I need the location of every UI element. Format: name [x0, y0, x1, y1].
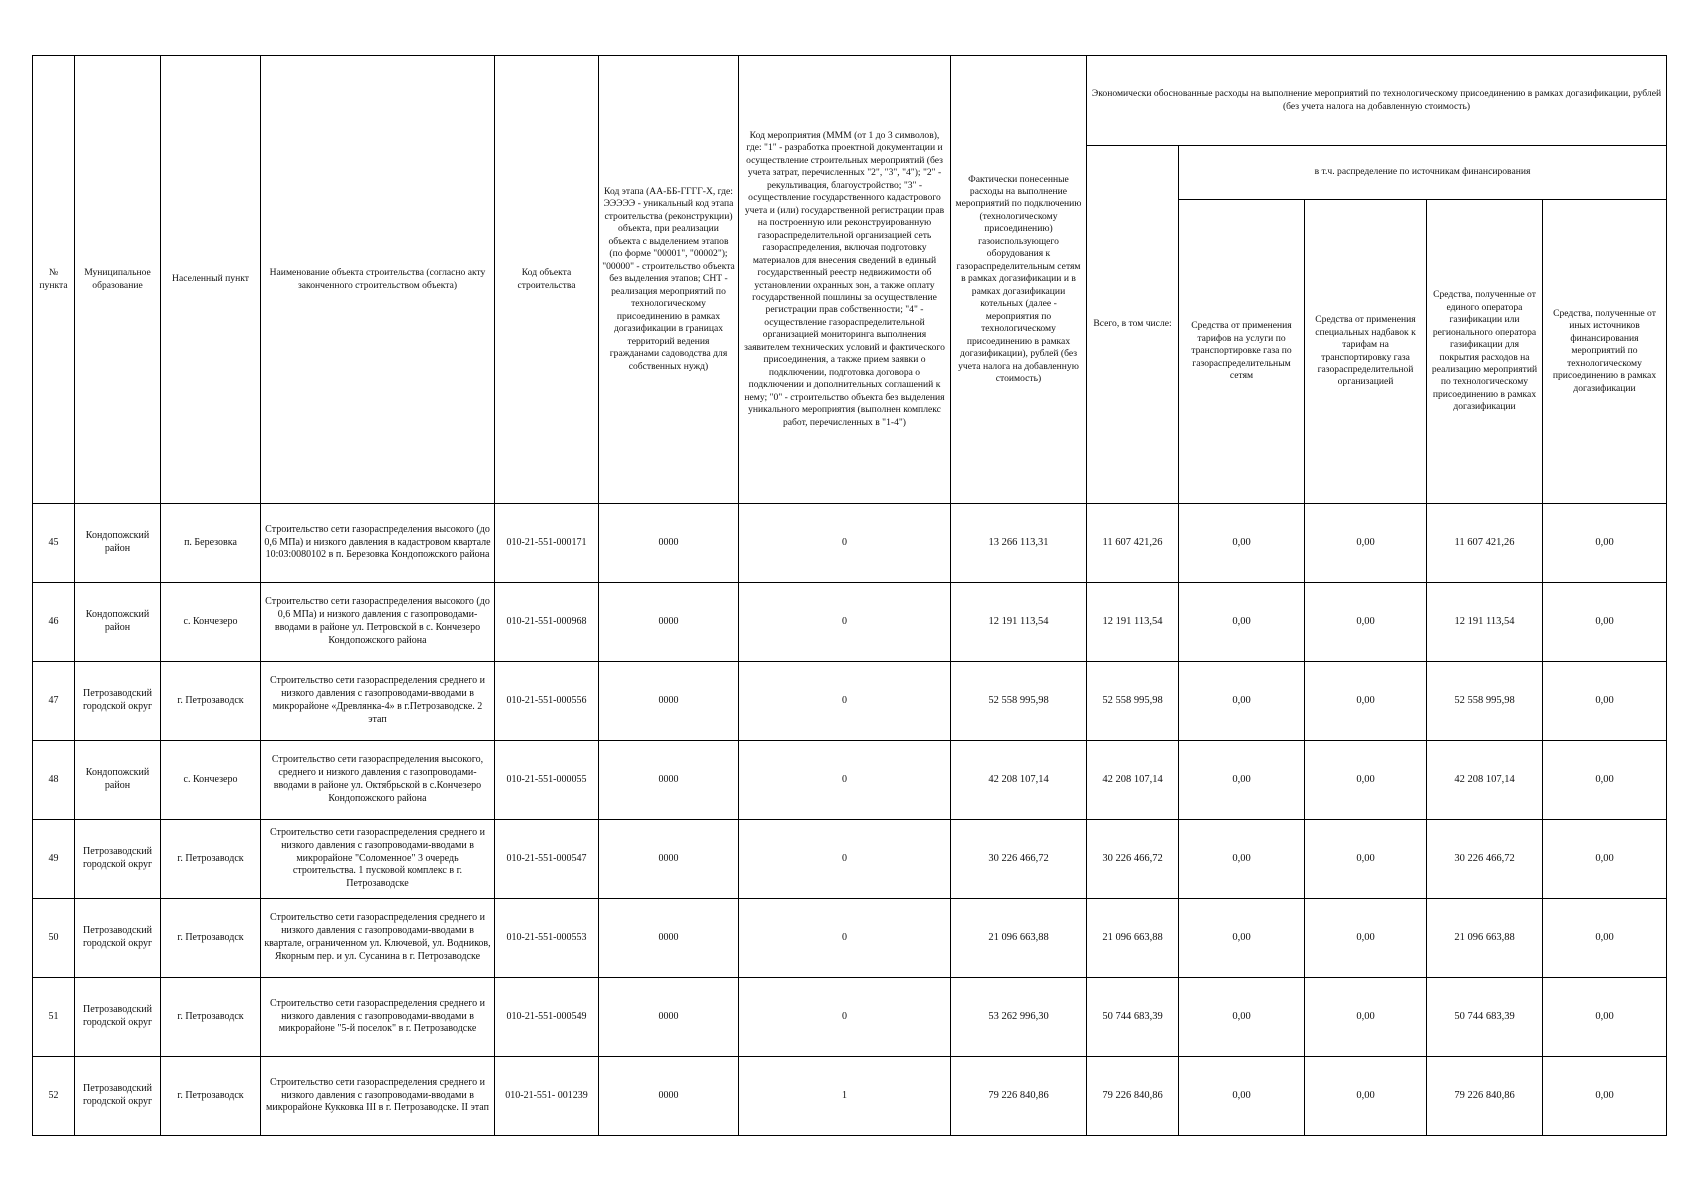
row-municipality: Кондопожский район	[75, 741, 161, 820]
row-src-other: 0,00	[1543, 583, 1667, 662]
row-src-operator: 11 607 421,26	[1427, 504, 1543, 583]
row-src-markup: 0,00	[1305, 820, 1427, 899]
row-event-code: 0	[739, 662, 951, 741]
row-settlement: п. Березовка	[161, 504, 261, 583]
row-src-markup: 0,00	[1305, 899, 1427, 978]
header-src-operator: Средства, полученные от единого оператора газификации или регионального оператора газификации для покрытия расходов на реализацию мероприятий по технологическому присоединению в рамках догазификации	[1427, 200, 1543, 504]
row-src-markup: 0,00	[1305, 662, 1427, 741]
row-object-code: 010-21-551-000968	[495, 583, 599, 662]
row-stage-code: 0000	[599, 741, 739, 820]
row-src-tariff: 0,00	[1179, 583, 1305, 662]
header-total: Всего, в том числе:	[1087, 146, 1179, 504]
row-src-markup: 0,00	[1305, 504, 1427, 583]
header-municipality: Муниципальное образование	[75, 56, 161, 504]
row-stage-code: 0000	[599, 820, 739, 899]
row-object-code: 010-21-551-000549	[495, 978, 599, 1057]
row-settlement: г. Петрозаводск	[161, 820, 261, 899]
table-row	[33, 504, 1667, 583]
header-economic-group: Экономически обоснованные расходы на выполнение мероприятий по технологическому присоединению в рамках догазификации, рублей (без учета налога на добавленную стоимость)	[1087, 56, 1667, 146]
row-object-code: 010-21-551-000171	[495, 504, 599, 583]
row-object-name: Строительство сети газораспределения среднего и низкого давления с газопроводами-вводами в микрорайоне Кукковка III в г. Петрозаводске. II этап	[261, 1057, 495, 1136]
row-settlement: с. Кончезеро	[161, 741, 261, 820]
row-event-code: 1	[739, 1057, 951, 1136]
row-stage-code: 0000	[599, 978, 739, 1057]
row-event-code: 0	[739, 741, 951, 820]
row-src-operator: 42 208 107,14	[1427, 741, 1543, 820]
row-actual-costs: 12 191 113,54	[951, 583, 1087, 662]
row-total: 42 208 107,14	[1087, 741, 1179, 820]
row-object-code: 010-21-551-000547	[495, 820, 599, 899]
row-total: 50 744 683,39	[1087, 978, 1179, 1057]
header-num: № пункта	[33, 56, 75, 504]
row-src-markup: 0,00	[1305, 1057, 1427, 1136]
table-row	[33, 583, 1667, 662]
row-src-operator: 12 191 113,54	[1427, 583, 1543, 662]
row-object-name: Строительство сети газораспределения высокого, среднего и низкого давления с газопроводами-вводами в районе ул. Октябрьской в с.Кончезеро Кондопожского района	[261, 741, 495, 820]
header-object-code: Код объекта строительства	[495, 56, 599, 504]
header-src-other: Средства, полученные от иных источников финансирования мероприятий по технологическому присоединению в рамках догазификации	[1543, 200, 1667, 504]
header-actual-costs: Фактически понесенные расходы на выполнение мероприятий по подключению (технологическому присоединению) газоиспользующего оборудования к газораспределительным сетям в рамках догазификации и в рамках догазификации котельных (далее - мероприятия по технологическому присоединению в рамках догазификации), рублей (без учета налога на добавленную стоимость)	[951, 56, 1087, 504]
header-src-markup: Средства от применения специальных надбавок к тарифам на транспортировку газа газораспределительной организацией	[1305, 200, 1427, 504]
row-object-name: Строительство сети газораспределения среднего и низкого давления с газопроводами-вводами в микрорайоне «Древлянка-4» в г.Петрозаводске. 2 этап	[261, 662, 495, 741]
row-src-other: 0,00	[1543, 662, 1667, 741]
table-row	[33, 899, 1667, 978]
header-object-name: Наименование объекта строительства (согласно акту законченного строительством объекта)	[261, 56, 495, 504]
table-row	[33, 820, 1667, 899]
row-src-tariff: 0,00	[1179, 820, 1305, 899]
row-settlement: г. Петрозаводск	[161, 899, 261, 978]
row-src-operator: 52 558 995,98	[1427, 662, 1543, 741]
row-num: 52	[33, 1057, 75, 1136]
row-stage-code: 0000	[599, 899, 739, 978]
row-src-other: 0,00	[1543, 820, 1667, 899]
row-actual-costs: 52 558 995,98	[951, 662, 1087, 741]
row-src-other: 0,00	[1543, 1057, 1667, 1136]
table-row	[33, 978, 1667, 1057]
row-municipality: Петрозаводский городской округ	[75, 978, 161, 1057]
row-src-tariff: 0,00	[1179, 1057, 1305, 1136]
row-src-operator: 50 744 683,39	[1427, 978, 1543, 1057]
row-src-tariff: 0,00	[1179, 504, 1305, 583]
row-src-operator: 21 096 663,88	[1427, 899, 1543, 978]
row-src-tariff: 0,00	[1179, 899, 1305, 978]
row-actual-costs: 79 226 840,86	[951, 1057, 1087, 1136]
row-num: 48	[33, 741, 75, 820]
header-event-code: Код мероприятия (МММ (от 1 до 3 символов), где: "1" - разработка проектной документации и осуществление строительных мероприятий (без учета затрат, перечисленных "2", "3", "4"); "2" - рекультивация, благоустройство; "3" - осуществление государственного кадастрового учета и (или) государственной регистрации прав на построенную или реконструированную газораспределительной организацией сеть газораспределения, включая подготовку материалов для внесения сведений в единый государственный реестр недвижимости об установлении охранных зон, а также оплату государственной пошлины за осуществление регистрации прав собственности; "4" - осуществление газораспределительной организацией мониторинга выполнения заявителем технических условий и фактического присоединения, а также прием заявки о подключении, подготовка договора о подключении и дополнительных соглашений к нему; "0" - строительство объекта без выделения уникального мероприятия (выполнен комплекс работ, перечисленных в "1-4")	[739, 56, 951, 504]
row-event-code: 0	[739, 504, 951, 583]
row-num: 46	[33, 583, 75, 662]
row-object-name: Строительство сети газораспределения среднего и низкого давления с газопроводами-вводами в квартале, ограниченном ул. Ключевой, ул. Водников, Якорным пер. и ул. Сусанина в г. Петрозаводске	[261, 899, 495, 978]
row-total: 52 558 995,98	[1087, 662, 1179, 741]
row-object-name: Строительство сети газораспределения высокого (до 0,6 МПа) и низкого давления с газопроводами-вводами в районе ул. Петровской в с. Кончезеро Кондопожского района	[261, 583, 495, 662]
row-event-code: 0	[739, 899, 951, 978]
row-object-code: 010-21-551- 001239	[495, 1057, 599, 1136]
row-event-code: 0	[739, 583, 951, 662]
row-object-code: 010-21-551-000055	[495, 741, 599, 820]
row-src-markup: 0,00	[1305, 741, 1427, 820]
row-src-tariff: 0,00	[1179, 741, 1305, 820]
row-municipality: Петрозаводский городской округ	[75, 662, 161, 741]
row-municipality: Петрозаводский городской округ	[75, 899, 161, 978]
row-stage-code: 0000	[599, 504, 739, 583]
row-src-operator: 30 226 466,72	[1427, 820, 1543, 899]
table-row	[33, 662, 1667, 741]
row-municipality: Петрозаводский городской округ	[75, 820, 161, 899]
row-src-other: 0,00	[1543, 504, 1667, 583]
row-src-other: 0,00	[1543, 978, 1667, 1057]
row-total: 21 096 663,88	[1087, 899, 1179, 978]
row-stage-code: 0000	[599, 583, 739, 662]
header-settlement: Населенный пункт	[161, 56, 261, 504]
row-src-other: 0,00	[1543, 741, 1667, 820]
row-event-code: 0	[739, 978, 951, 1057]
row-municipality: Кондопожский район	[75, 504, 161, 583]
row-total: 12 191 113,54	[1087, 583, 1179, 662]
row-num: 50	[33, 899, 75, 978]
row-object-code: 010-21-551-000553	[495, 899, 599, 978]
row-settlement: г. Петрозаводск	[161, 1057, 261, 1136]
row-event-code: 0	[739, 820, 951, 899]
table-row	[33, 1057, 1667, 1136]
row-actual-costs: 30 226 466,72	[951, 820, 1087, 899]
document-page	[32, 55, 1666, 1136]
row-total: 30 226 466,72	[1087, 820, 1179, 899]
row-total: 79 226 840,86	[1087, 1057, 1179, 1136]
row-object-name: Строительство сети газораспределения среднего и низкого давления с газопроводами-вводами в микрорайоне "Соломенное" 3 очередь строительства. 1 пусковой комплекс в г. Петрозаводске	[261, 820, 495, 899]
row-settlement: г. Петрозаводск	[161, 978, 261, 1057]
row-num: 51	[33, 978, 75, 1057]
header-stage-code: Код этапа (АА-ББ-ГГГГ-Х, где: ЭЭЭЭЭ - уникальный код этапа строительства (реконструкции) объекта, при реализации объекта с выделением этапов (по форме "00001", "00002"); "00000" - строительство объекта без выделения этапов; СНТ - реализация мероприятий по технологическому присоединению в рамках догазификации в границах территорий ведения гражданами садоводства для собственных нужд)	[599, 56, 739, 504]
row-actual-costs: 21 096 663,88	[951, 899, 1087, 978]
row-settlement: г. Петрозаводск	[161, 662, 261, 741]
row-src-markup: 0,00	[1305, 978, 1427, 1057]
row-num: 45	[33, 504, 75, 583]
row-stage-code: 0000	[599, 1057, 739, 1136]
row-object-code: 010-21-551-000556	[495, 662, 599, 741]
row-src-markup: 0,00	[1305, 583, 1427, 662]
row-actual-costs: 13 266 113,31	[951, 504, 1087, 583]
row-actual-costs: 42 208 107,14	[951, 741, 1087, 820]
header-sources-group: в т.ч. распределение по источникам финансирования	[1179, 146, 1667, 200]
row-object-name: Строительство сети газораспределения среднего и низкого давления с газопроводами-вводами в микрорайоне "5-й поселок" в г. Петрозаводске	[261, 978, 495, 1057]
header-src-tariff: Средства от применения тарифов на услуги по транспортировке газа по газораспределительным сетям	[1179, 200, 1305, 504]
row-src-other: 0,00	[1543, 899, 1667, 978]
row-actual-costs: 53 262 996,30	[951, 978, 1087, 1057]
row-src-tariff: 0,00	[1179, 662, 1305, 741]
row-settlement: с. Кончезеро	[161, 583, 261, 662]
row-municipality: Петрозаводский городской округ	[75, 1057, 161, 1136]
row-stage-code: 0000	[599, 662, 739, 741]
table-row	[33, 741, 1667, 820]
row-src-operator: 79 226 840,86	[1427, 1057, 1543, 1136]
row-src-tariff: 0,00	[1179, 978, 1305, 1057]
row-num: 47	[33, 662, 75, 741]
row-total: 11 607 421,26	[1087, 504, 1179, 583]
row-municipality: Кондопожский район	[75, 583, 161, 662]
gasification-costs-table	[32, 55, 1667, 1136]
row-object-name: Строительство сети газораспределения высокого (до 0,6 МПа) и низкого давления в кадастровом квартале 10:03:0080102 в п. Березовка Кондопожского района	[261, 504, 495, 583]
row-num: 49	[33, 820, 75, 899]
